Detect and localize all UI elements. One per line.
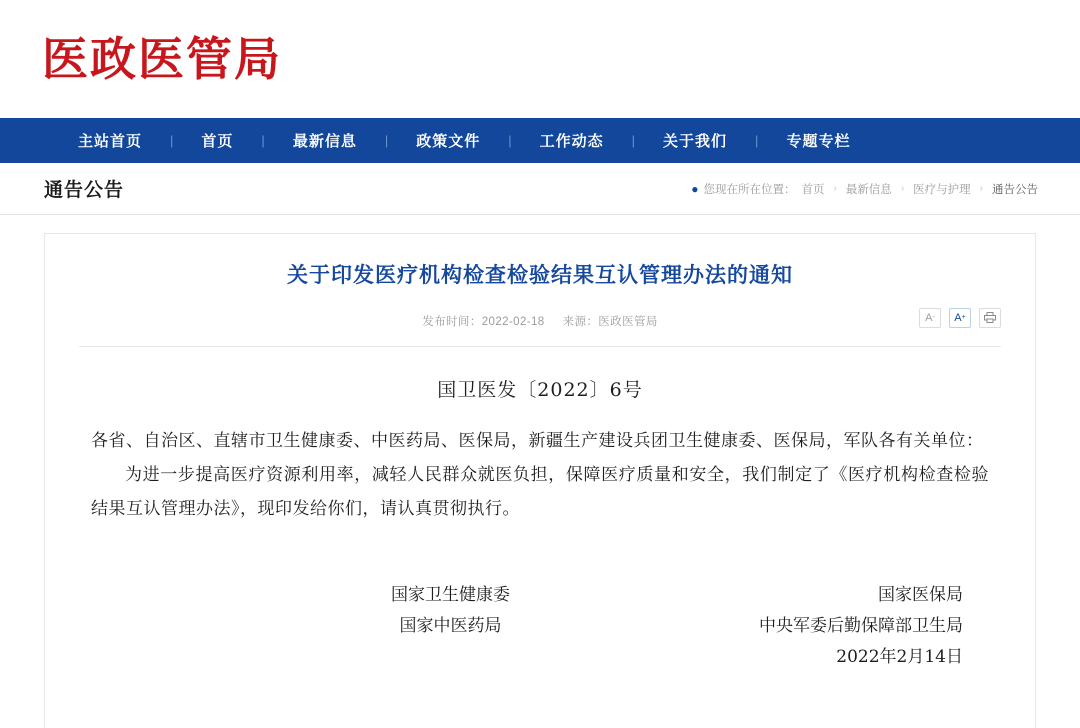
content-wrapper [0,215,1080,728]
signature-left-line-2: 国家中医药局 [399,615,502,636]
nav-item-home[interactable]: 首页 [201,133,234,150]
document-paragraph-1: 各省、自治区、直辖市卫生健康委、中医药局、医保局，新疆生产建设兵团卫生健康委、医保局，军队各有关单位： [91,430,984,451]
location-pin-icon: ● [691,181,699,196]
nav-separator: | [261,133,265,148]
font-decrease-label: A [925,311,933,324]
document-paragraph-2: 为进一步提高医疗资源利用率，减轻人民群众就医负担，保障医疗质量和安全，我们制定了《医疗机构检查检验结果互认管理办法》，现印发给你们，请认真贯彻执行。 [91,464,989,519]
font-decrease-button[interactable] [919,308,941,328]
signature-right [759,580,963,674]
font-decrease-sup: - [932,314,935,321]
chevron-right-icon: › [979,183,983,194]
font-increase-label: A [954,311,962,324]
signature-left [391,580,510,674]
nav-separator: | [755,133,759,148]
nav-item-home-main[interactable]: 主站首页 [78,133,143,150]
site-header [0,0,1080,118]
meta-divider [79,346,1001,347]
font-increase-button[interactable] [949,308,971,328]
signature-right-line-2: 中央军委后勤保障部卫生局 [759,615,963,636]
site-logo[interactable]: 医政医管局 [42,32,282,86]
sub-header [0,163,1080,215]
nav-separator: | [384,133,389,148]
publish-time-label: 发布时间： [422,315,482,328]
article-meta [79,308,1001,329]
signature-left-line-1: 国家卫生健康委 [391,584,510,605]
publish-time-value: 2022-02-18 [481,315,545,328]
article-meta-row [79,308,1001,342]
print-button[interactable] [979,308,1001,328]
nav-item-work-updates[interactable]: 工作动态 [539,133,604,150]
nav-item-policy-documents[interactable]: 政策文件 [416,133,481,150]
breadcrumb-item-latest-info[interactable]: 最新信息 [845,183,892,196]
nav-separator: | [170,133,174,148]
nav-separator: | [631,133,636,148]
document-number: 国卫医发〔2022〕6号 [437,378,643,401]
chevron-right-icon: › [900,183,905,194]
nav-item-latest-info[interactable]: 最新信息 [292,133,357,150]
breadcrumb-item-medical-nursing[interactable]: 医疗与护理 [913,183,971,196]
signature-date: 2022年2月14日 [836,647,963,668]
breadcrumb [691,181,1038,197]
nav-item-about-us[interactable]: 关于我们 [663,133,728,150]
nav-item-special-columns[interactable]: 专题专栏 [786,133,851,150]
font-increase-sup: + [961,314,966,321]
article-card [44,233,1036,728]
source-label: 来源： [562,315,599,328]
signature-right-line-1: 国家医保局 [878,584,963,605]
nav-separator: | [508,133,512,148]
breadcrumb-item-current: 通告公告 [992,183,1038,196]
printer-icon [984,312,996,323]
document-signature [91,580,989,674]
page-title: 通告公告 [44,180,125,201]
main-navigation [0,118,1080,163]
breadcrumb-item-home[interactable]: 首页 [801,183,825,196]
article-title: 关于印发医疗机构检查检验结果互认管理办法的通知 [287,263,793,287]
article-tools [919,308,1001,328]
chevron-right-icon: › [833,183,837,194]
source-value: 医政医管局 [598,315,658,328]
breadcrumb-label: 您现在所在位置： [703,183,796,196]
document-body [79,375,1001,674]
